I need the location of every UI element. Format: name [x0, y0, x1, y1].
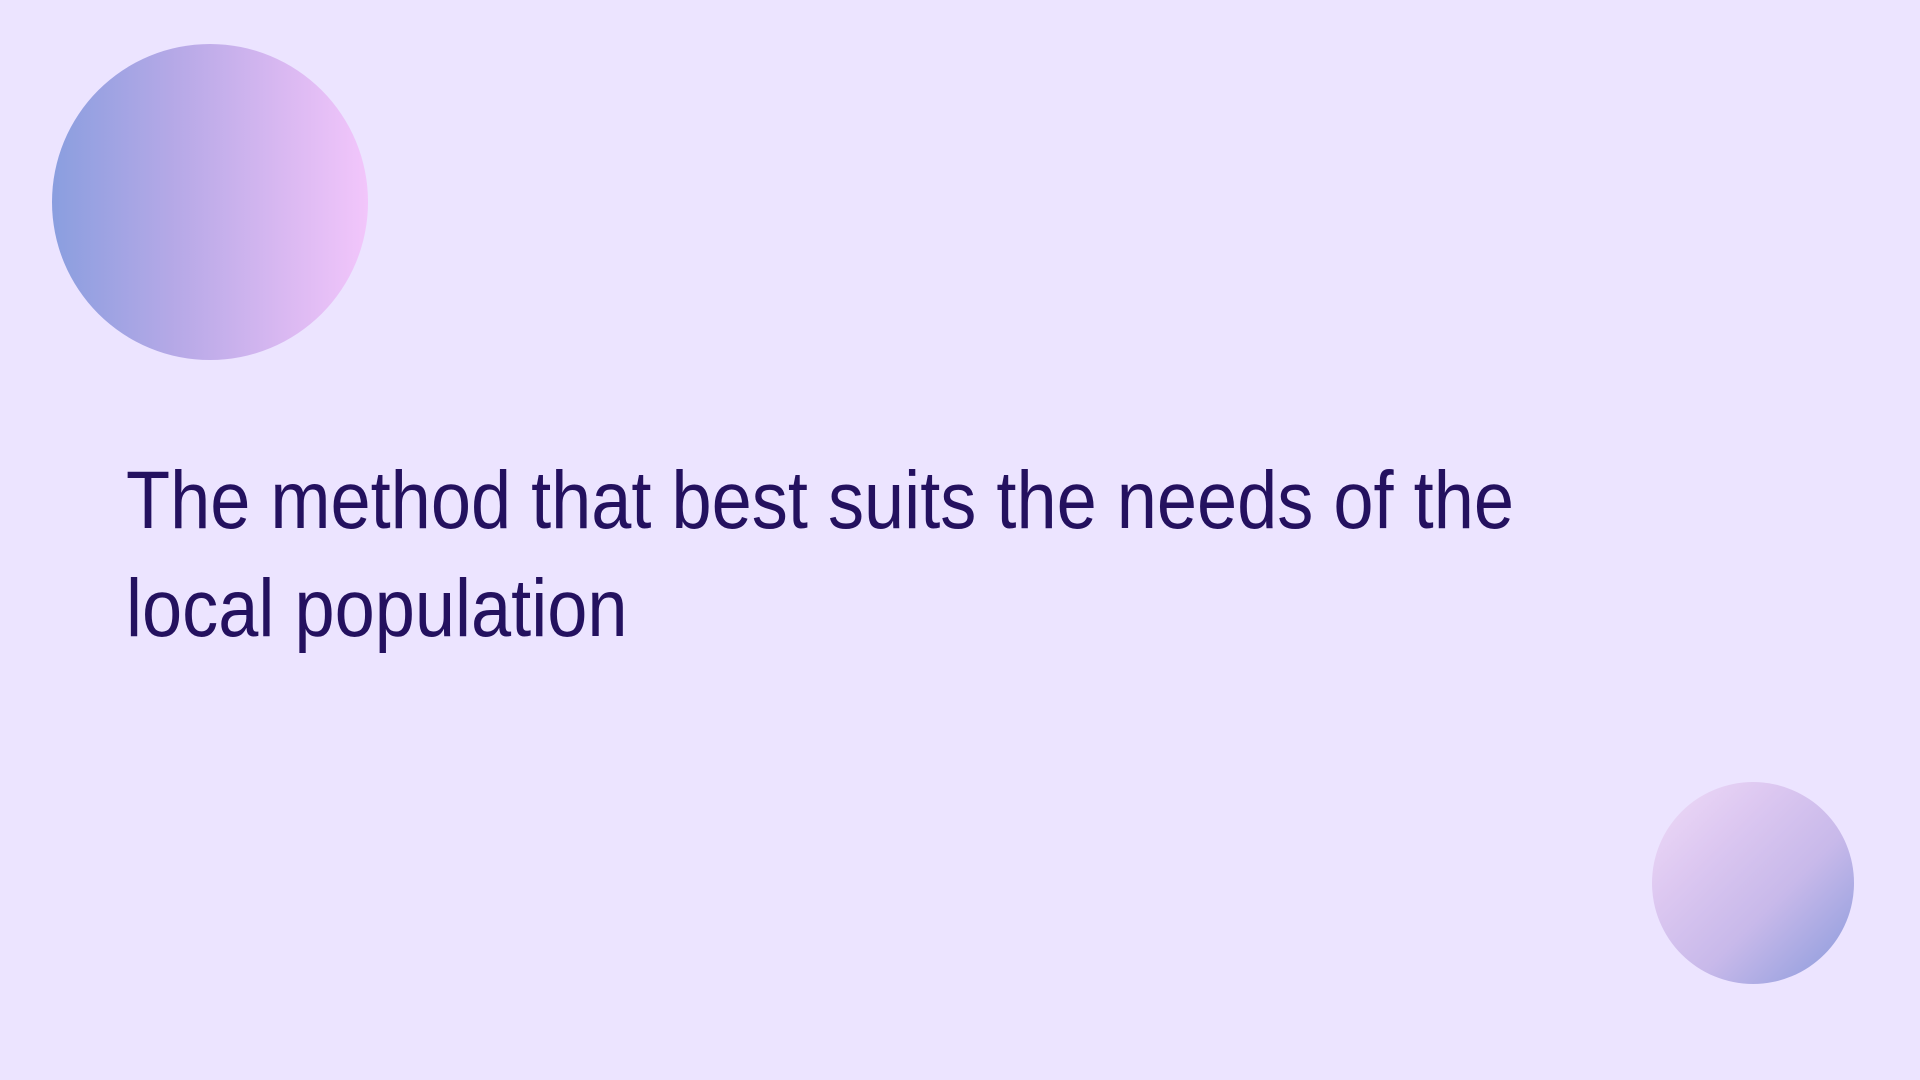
large-gradient-circle [52, 44, 368, 360]
slide-title: The method that best suits the needs of the local population [126, 455, 1514, 654]
small-gradient-circle [1652, 782, 1854, 984]
